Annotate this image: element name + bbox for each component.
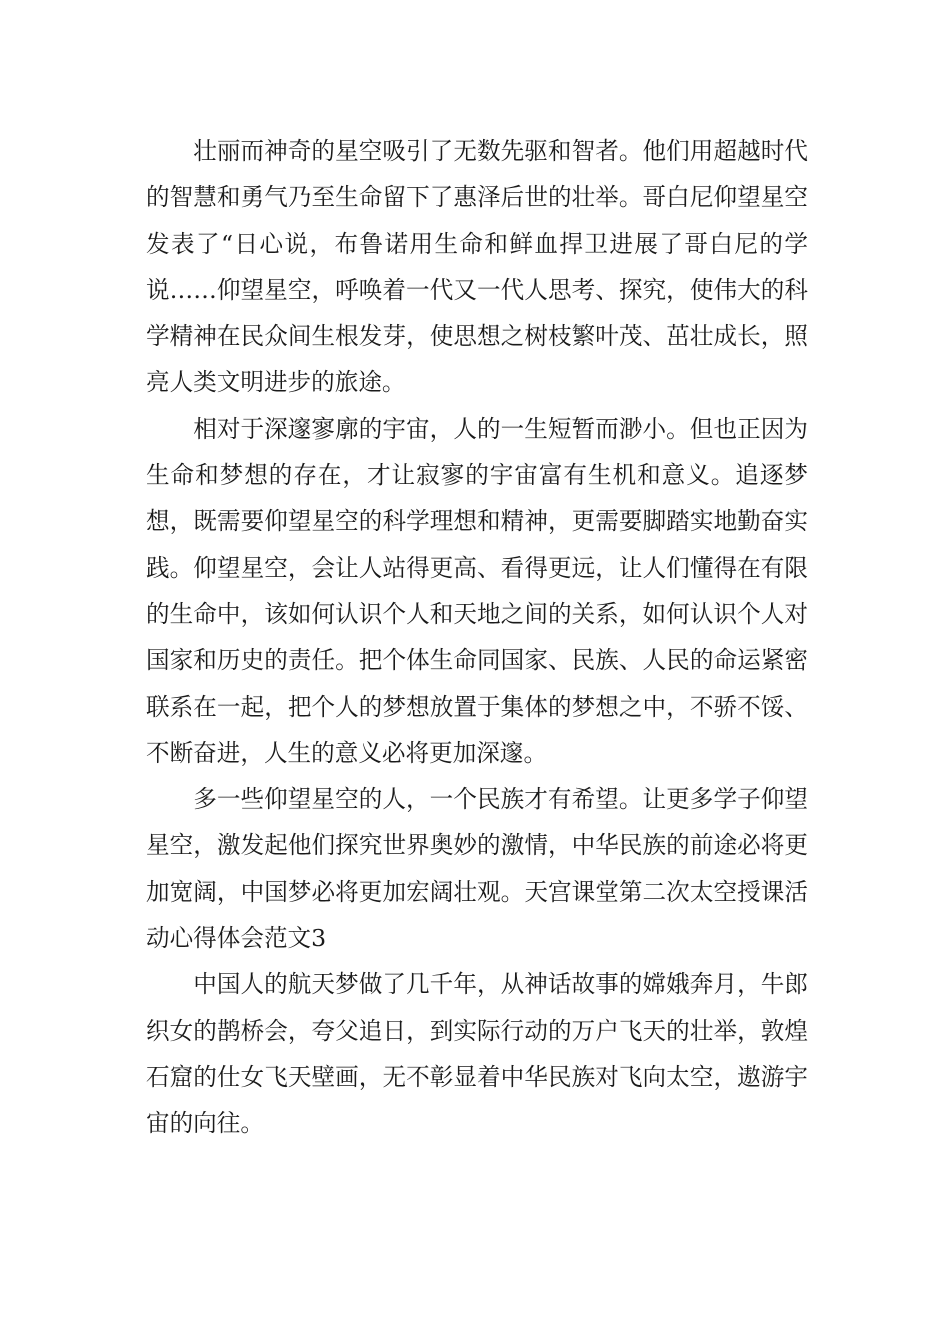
document-body: [146, 128, 808, 1147]
paragraph-4: 中国人的航天梦做了几千年，从神话故事的嫦娥奔月，牛郎织女的鹊桥会，夸父追日，到实际行动的万户飞天的壮举，敦煌石窟的仕女飞天壁画，无不彰显着中华民族对飞向太空，遨游宇宙的向往。: [146, 970, 808, 1138]
paragraph-2: 相对于深邃寥廓的宇宙，人的一生短暂而渺小。但也正因为生命和梦想的存在，才让寂寥的宇宙富有生机和意义。追逐梦想，既需要仰望星空的科学理想和精神，更需要脚踏实地勤奋实践。仰望星空，会让人站得更高、看得更远，让人们懂得在有限的生命中，该如何认识个人和天地之间的关系，如何认识个人对国家和历史的责任。把个体生命同国家、民族、人民的命运紧密联系在一起，把个人的梦想放置于集体的梦想之中，不骄不馁、不断奋进，人生的意义必将更加深邃。: [146, 414, 808, 767]
paragraph-3: 多一些仰望星空的人，一个民族才有希望。让更多学子仰望星空，激发起他们探究世界奥妙的激情，中华民族的前途必将更加宽阔，中国梦必将更加宏阔壮观。天宫课堂第二次太空授课活动心得体会范文3: [146, 785, 808, 953]
paragraph-1: 壮丽而神奇的星空吸引了无数先驱和智者。他们用超越时代的智慧和勇气乃至生命留下了惠泽后世的壮举。哥白尼仰望星空发表了“日心说，布鲁诺用生命和鲜血捍卫进展了哥白尼的学说……仰望星空，呼唤着一代又一代人思考、探究，使伟大的科学精神在民众间生根发芽，使思想之树枝繁叶茂、茁壮成长，照亮人类文明进步的旅途。: [146, 137, 808, 397]
